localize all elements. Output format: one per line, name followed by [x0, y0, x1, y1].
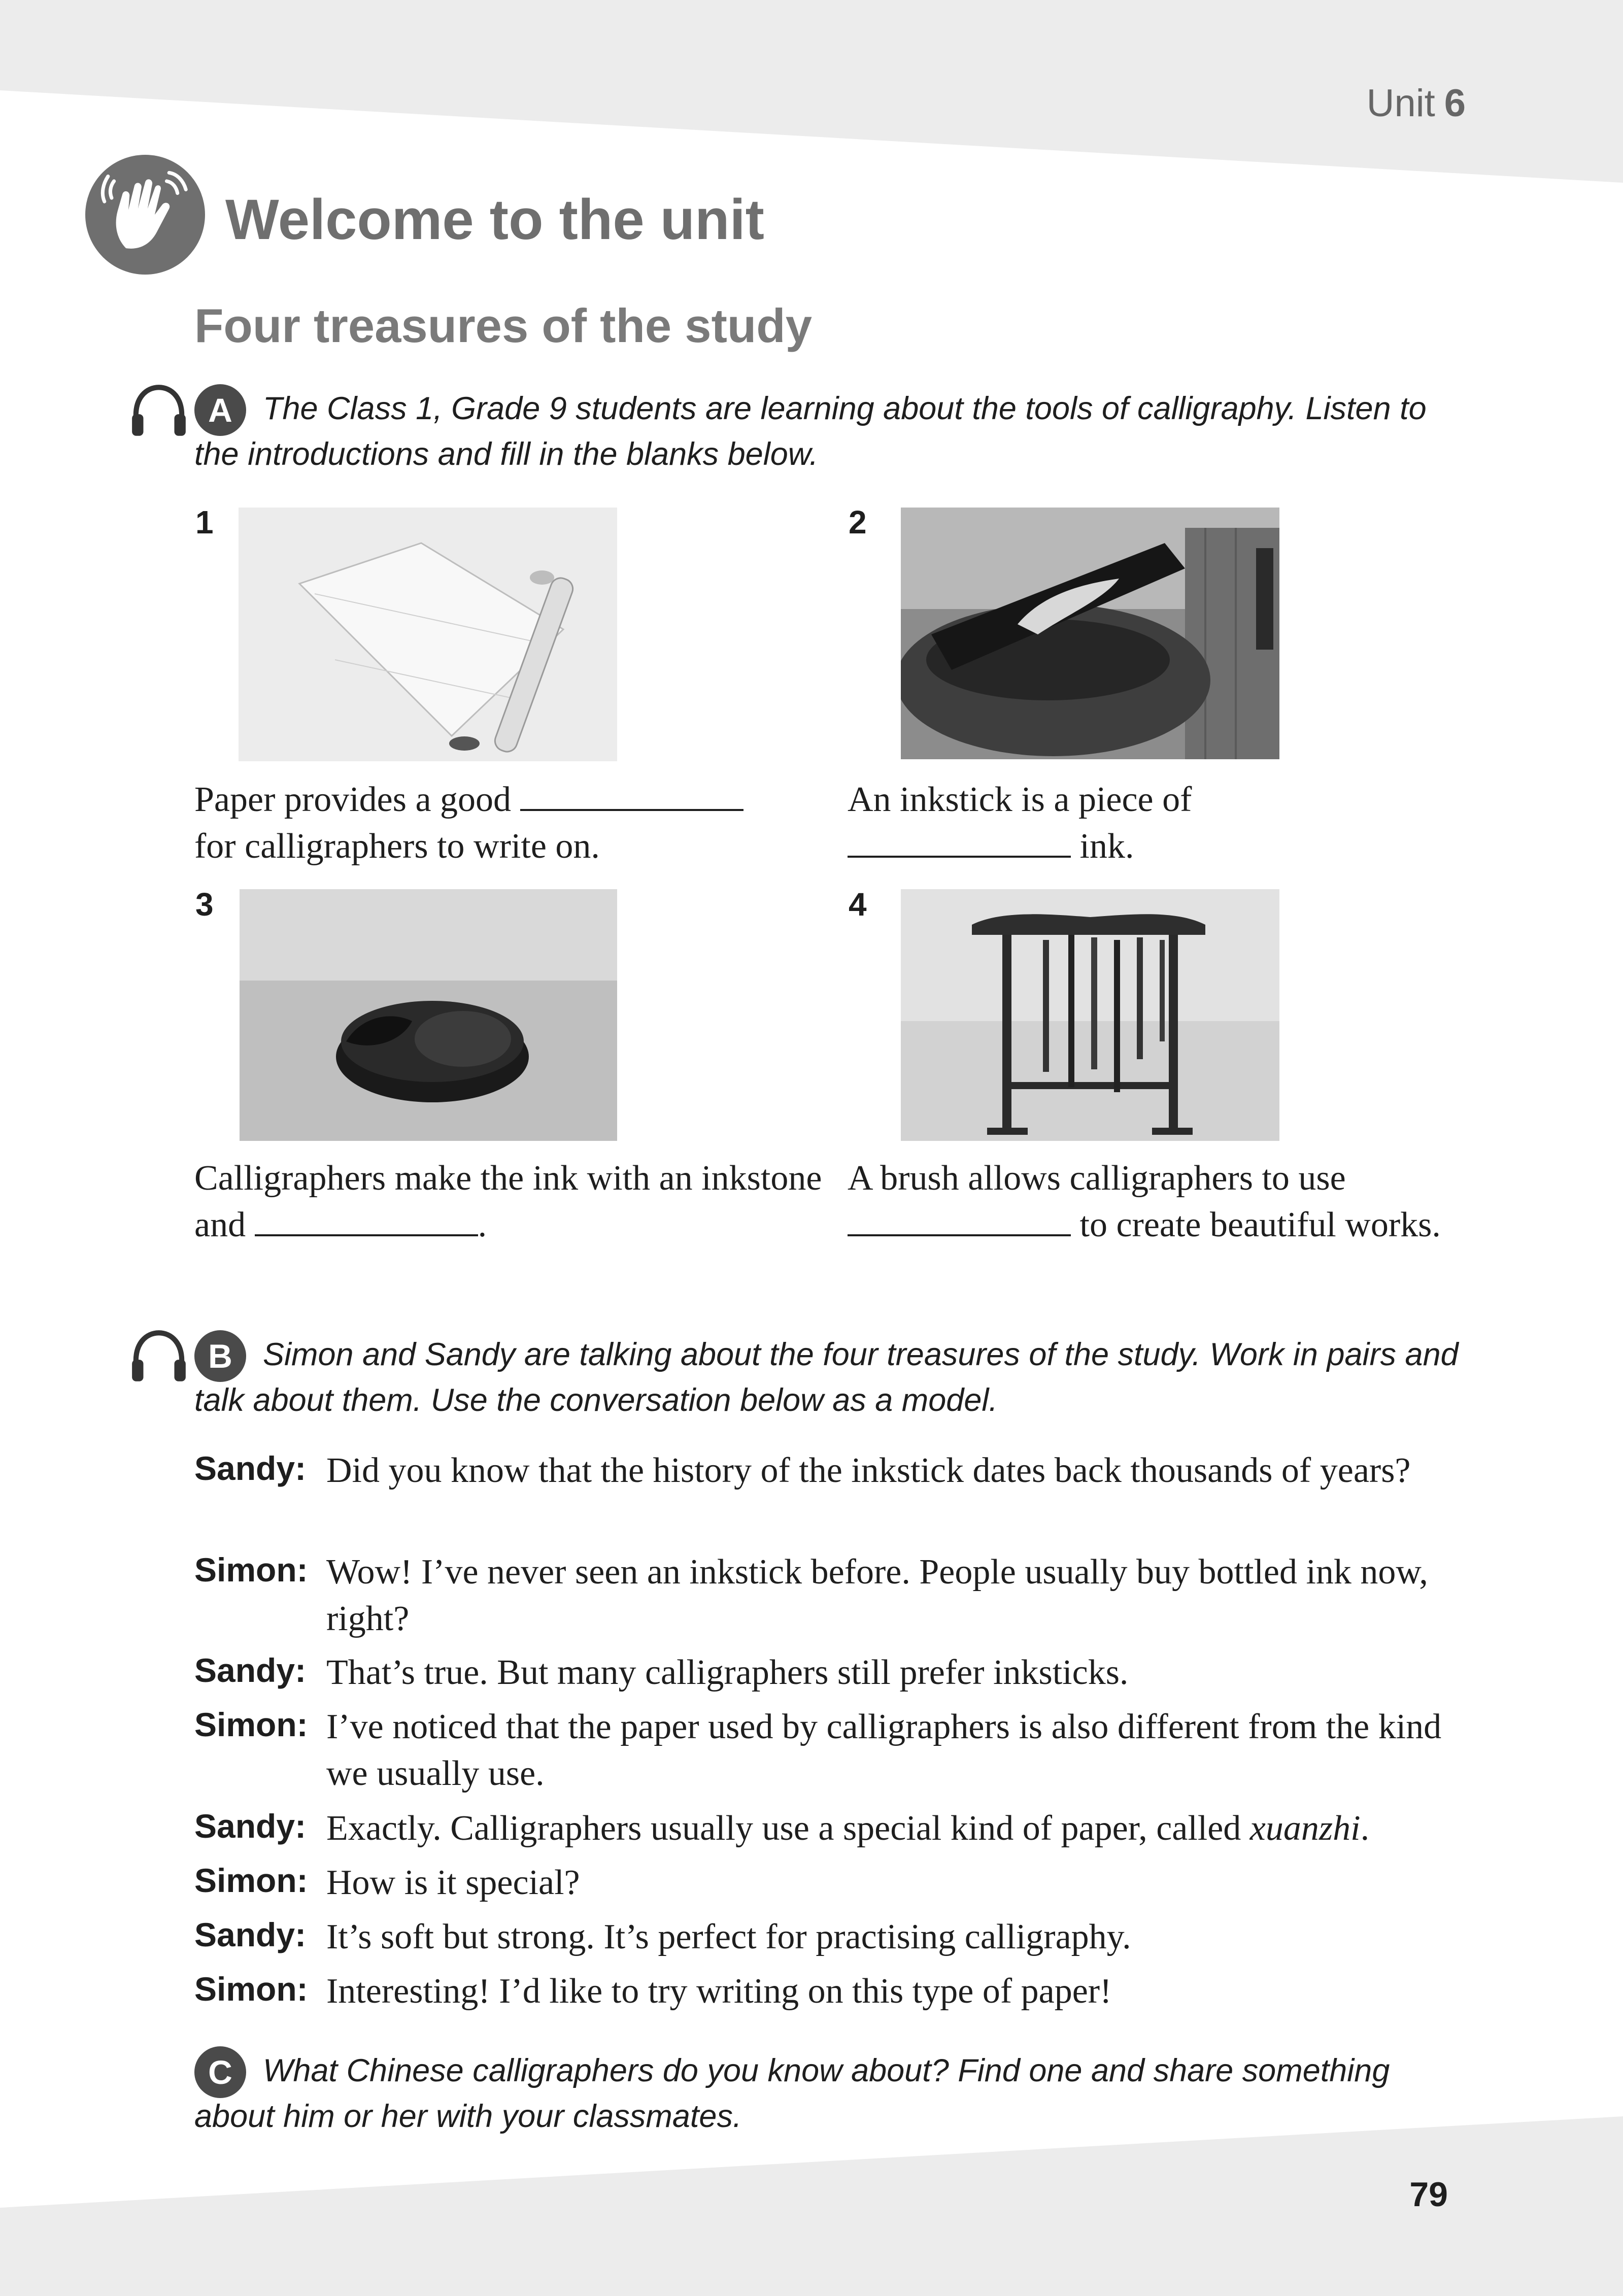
dialogue-line: Interesting! I’d like to try writing on this type of paper! — [326, 1972, 1112, 2011]
caption-text: Calligraphers make the ink with an inkstone and — [194, 1159, 822, 1244]
waving-hand-icon — [85, 155, 205, 275]
dialogue-line: Did you know that the history of the inkstick dates back thousands of years? — [326, 1451, 1411, 1490]
item-caption-3 — [194, 1155, 829, 1248]
part-c-badge: C — [194, 2046, 246, 2098]
unit-label-text: Unit — [1366, 82, 1435, 125]
caption-text: An inkstick is a piece of — [848, 780, 1192, 819]
dialogue-line: I’ve noticed that the paper used by calligraphers is also different from the kind we usually use. — [326, 1707, 1442, 1793]
caption-text: for calligraphers to write on. — [194, 827, 600, 866]
dialogue-line: Wow! I’ve never seen an inkstick before. People usually buy bottled ink now, right? — [326, 1552, 1428, 1638]
caption-text: ink. — [1079, 827, 1134, 866]
speaker-label: Simon: — [194, 1551, 308, 1589]
caption-text: to create beautiful works. — [1079, 1205, 1441, 1244]
part-b-instruction: Simon and Sandy are talking about the four treasures of the study. Work in pairs and talk about them. Use the conversation below as a model. — [194, 1337, 1459, 1418]
speaker-label: Sandy: — [194, 1916, 307, 1953]
item-number-2: 2 — [849, 504, 867, 541]
section-subtitle: Four treasures of the study — [194, 299, 812, 352]
dialogue-line: It’s soft but strong. It’s perfect for practising calligraphy. — [326, 1917, 1131, 1956]
caption-text: Paper provides a good — [194, 780, 512, 819]
item-caption-2 — [848, 776, 1482, 870]
part-b-badge: B — [194, 1330, 246, 1382]
speaker-label: Simon: — [194, 1706, 308, 1743]
item-number-1: 1 — [195, 504, 214, 541]
inkstick-photo — [901, 508, 1279, 759]
section-title: Welcome to the unit — [225, 188, 764, 251]
unit-number: 6 — [1444, 82, 1466, 125]
dialogue-line: How is it special? — [326, 1863, 580, 1902]
item-caption-1 — [194, 776, 803, 870]
fill-in-blank[interactable] — [848, 825, 1071, 858]
speaker-label: Sandy: — [194, 1449, 307, 1487]
inkstone-photo — [240, 889, 617, 1141]
brush-rack-photo — [901, 889, 1279, 1141]
part-a-instruction: The Class 1, Grade 9 students are learning about the tools of calligraphy. Listen to the introductions and fill in the blanks below. — [194, 391, 1427, 472]
caption-text: . — [478, 1205, 487, 1244]
dialogue-punctuation: . — [1360, 1809, 1370, 1848]
page-number: 79 — [1409, 2175, 1448, 2214]
item-number-4: 4 — [849, 886, 867, 923]
fill-in-blank[interactable] — [520, 779, 743, 811]
dialogue-line: That’s true. But many calligraphers still prefer inksticks. — [326, 1653, 1129, 1692]
speaker-label: Sandy: — [194, 1651, 307, 1689]
part-a-badge: A — [194, 384, 246, 436]
headphones-icon — [128, 1329, 190, 1385]
unit-label — [1367, 81, 1466, 125]
dialogue-text: Exactly. Calligraphers usually use a special kind of paper, called — [326, 1809, 1241, 1848]
fill-in-blank[interactable] — [848, 1204, 1071, 1236]
paper-scroll-photo — [239, 508, 617, 761]
speaker-label: Simon: — [194, 1862, 308, 1899]
speaker-label: Sandy: — [194, 1807, 307, 1845]
caption-text: A brush allows calligraphers to use — [848, 1159, 1346, 1198]
part-c-instruction: What Chinese calligraphers do you know about? Find one and share something about him or her with your classmates. — [194, 2053, 1390, 2134]
dialogue-emphasis: xuanzhi — [1249, 1809, 1361, 1848]
headphones-icon — [128, 383, 190, 439]
item-number-3: 3 — [195, 886, 214, 923]
fill-in-blank[interactable] — [255, 1204, 478, 1236]
dialogue-line — [326, 1805, 1489, 1852]
speaker-label: Simon: — [194, 1970, 308, 2008]
item-caption-4 — [848, 1155, 1502, 1248]
